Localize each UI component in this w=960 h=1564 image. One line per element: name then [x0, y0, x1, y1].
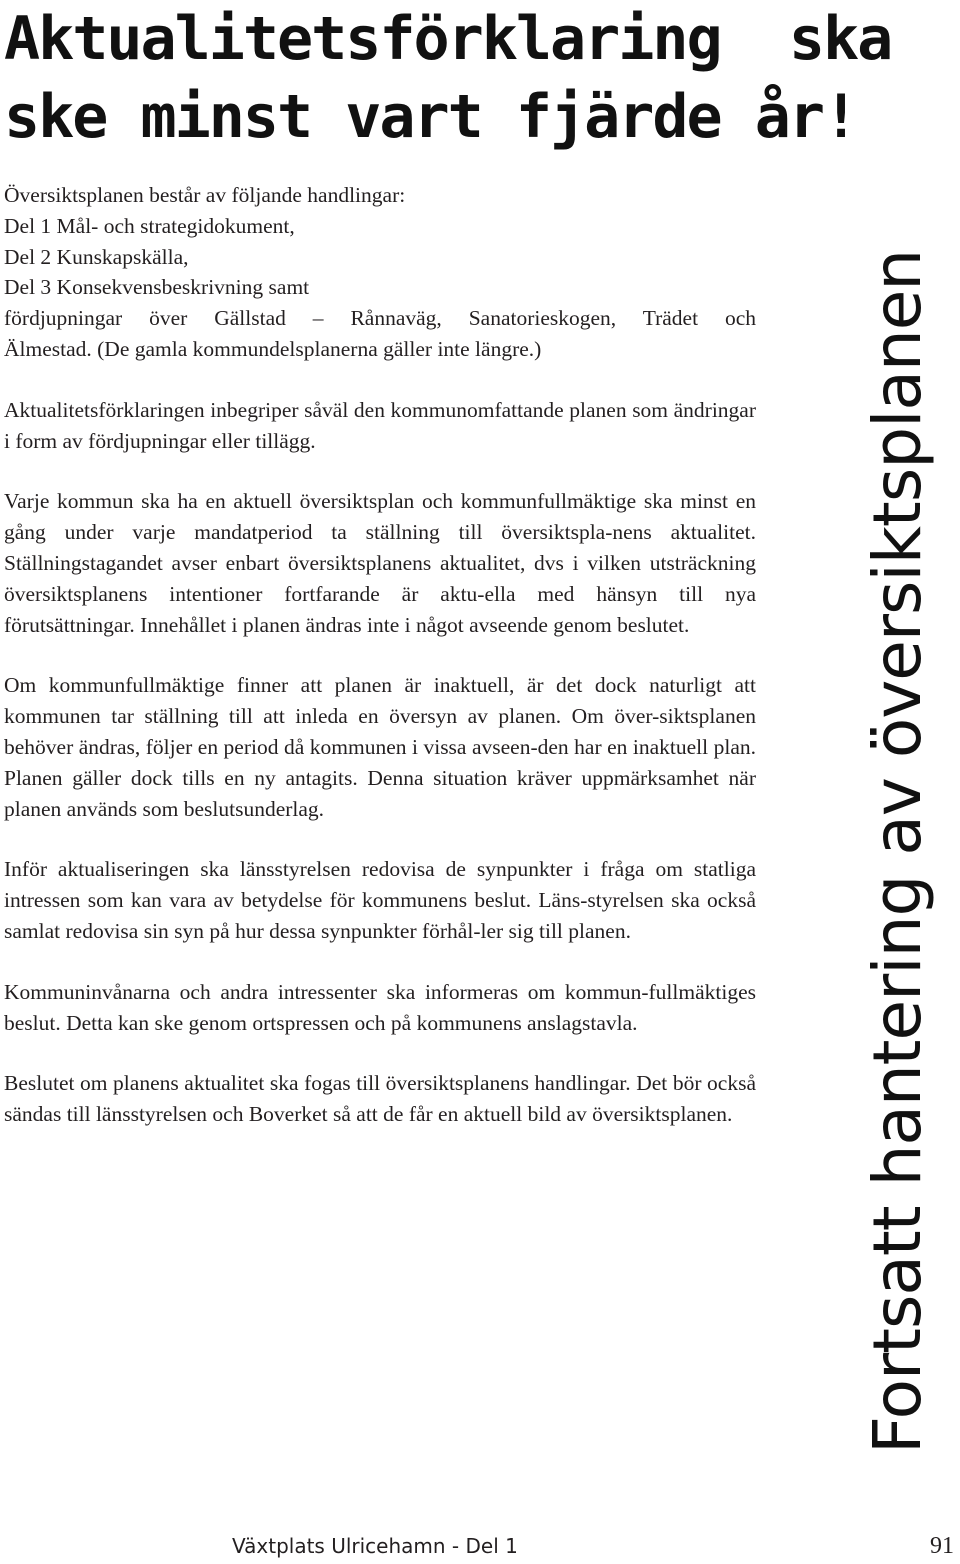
paragraph-scope: Aktualitetsförklaringen inbegriper såväl den kommunomfattande planen som ändringar i form av fördjupningar eller tillägg.: [4, 397, 756, 453]
page-title-line-1: Aktualitetsförklaring ska: [4, 4, 892, 74]
intro-list: [4, 180, 756, 365]
intro-line: fördjupningar över Gällstad – Rånnaväg, Sanatorieskogen, Trädet och: [4, 306, 756, 331]
paragraph-requirement: Varje kommun ska ha en aktuell översiktsplan och kommunfullmäktige ska minst en gång under varje mandatperiod ta ställning till översiktspla-nens aktualitet. Ställningstagandet avser enbart översiktsplanens aktualitet, dvs i vilken utsträckning översiktsplanens intentioner fortfarande är aktu-ella med hänsyn till nya förutsättningar. Innehållet i planen ändras inte i något avseende genom beslutet.: [4, 489, 756, 637]
paragraph-beslut: Beslutet om planens aktualitet ska fogas till översiktsplanens handlingar. Det bör också sändas till länsstyrelsen och Boverket så att de får en aktuell bild av översiktsplanen.: [4, 1071, 756, 1127]
page-title: [4, 0, 892, 156]
intro-line: Översiktsplanen består av följande handlingar:: [4, 183, 406, 207]
footer-text: Växtplats Ulricehamn - Del 1: [232, 1534, 518, 1558]
body-text: [4, 180, 756, 1130]
paragraph-information: Kommuninvånarna och andra intressenter ska informeras om kommun-fullmäktiges beslut. Detta kan ske genom ortspressen och på kommunens anslagstavla.: [4, 979, 756, 1035]
paragraph-inaktuell: Om kommunfullmäktige finner att planen är inaktuell, är det dock naturligt att kommunen tar ställning till att inleda en översyn av planen. Om över-siktsplanen behöver ändras, följer en period då kommunen i vissa avseen-den har en inaktuell plan. Planen gäller dock tills en ny antagits. Denna situation kräver uppmärksamhet när planen används som beslutsunderlag.: [4, 673, 756, 821]
page-title-line-2: ske minst vart fjärde år!: [4, 82, 858, 152]
intro-line: Del 1 Mål- och strategidokument,: [4, 213, 295, 238]
page-number: 91: [930, 1533, 954, 1559]
intro-line: Del 3 Konsekvensbeskrivning samt: [4, 275, 310, 300]
paragraph-lansstyrelsen: Inför aktualiseringen ska länsstyrelsen redovisa de synpunkter i fråga om statliga intressen som kan vara av betydelse för kommunens beslut. Läns-styrelsen ska också samlat redovisa sin syn på hur dessa synpunkter förhål-ler sig till planen.: [4, 857, 756, 943]
intro-line: Del 2 Kunskapskälla,: [4, 244, 189, 269]
intro-line: Älmestad. (De gamla kommundelsplanerna gäller inte längre.): [4, 336, 542, 361]
side-section-title: Fortsatt hantering av översiktsplanen: [859, 249, 936, 1454]
